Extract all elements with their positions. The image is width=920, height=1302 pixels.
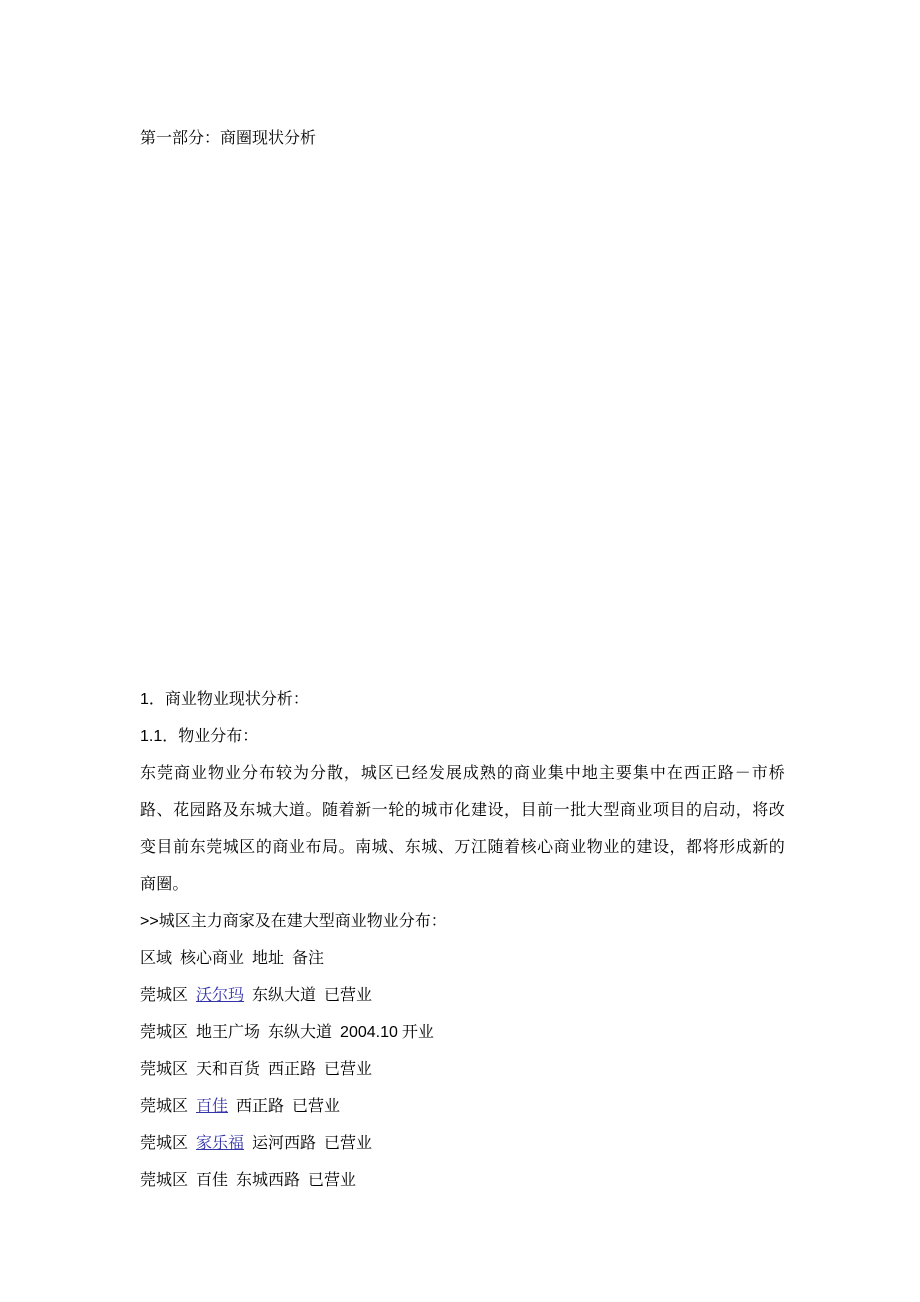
distribution-paragraph: 东莞商业物业分布较为分散，城区已经发展成熟的商业集中地主要集中在西正路－市桥路、花园路及东城大道。随着新一轮的城市化建设，目前一批大型商业项目的启动，将改变目前东莞城区的商业布局。南城、东城、万江随着核心商业物业的建设，都将形成新的商圈。 — [140, 763, 785, 893]
row-address: 西正路 — [236, 1096, 285, 1115]
section-1-heading — [140, 680, 785, 717]
row-note: 已营业 — [324, 985, 373, 1004]
table-row — [140, 1124, 785, 1161]
table-row — [140, 1161, 785, 1198]
header-note: 备注 — [292, 948, 325, 967]
row-note: 已营业 — [308, 1170, 357, 1189]
row-address: 运河西路 — [252, 1133, 317, 1152]
header-address: 地址 — [252, 948, 285, 967]
list-heading-prefix: >> — [140, 913, 159, 930]
row-area: 莞城区 — [140, 1096, 189, 1115]
section-1-1-heading — [140, 717, 785, 754]
table-row — [140, 976, 785, 1013]
row-business: 地王广场 — [196, 1022, 261, 1041]
row-business: 天和百货 — [196, 1059, 261, 1078]
row-area: 莞城区 — [140, 1133, 189, 1152]
list-heading — [140, 902, 785, 939]
row-address: 西正路 — [268, 1059, 317, 1078]
header-business: 核心商业 — [180, 948, 245, 967]
section-1-title: 商业物业现状分析： — [164, 689, 309, 708]
row-address: 东纵大道 — [268, 1022, 333, 1041]
row-area: 莞城区 — [140, 1170, 189, 1189]
parknshop-link[interactable]: 百佳 — [196, 1096, 229, 1115]
row-note: 已营业 — [324, 1133, 373, 1152]
row-note: 已营业 — [324, 1059, 373, 1078]
table-header-row — [140, 939, 785, 976]
part-title: 第一部分：商圈现状分析 — [140, 128, 317, 147]
row-area: 莞城区 — [140, 985, 189, 1004]
row-note: 开业 — [401, 1022, 434, 1041]
walmart-link[interactable]: 沃尔玛 — [196, 985, 245, 1004]
row-note: 已营业 — [292, 1096, 341, 1115]
table-row — [140, 1087, 785, 1124]
header-area: 区域 — [140, 948, 173, 967]
row-address: 东纵大道 — [252, 985, 317, 1004]
row-address: 东城西路 — [236, 1170, 301, 1189]
list-heading-text: 城区主力商家及在建大型商业物业分布： — [158, 911, 447, 930]
section-1-1-number: 1.1． — [140, 728, 179, 745]
document-content — [140, 680, 785, 1198]
section-1-number: 1． — [140, 691, 165, 708]
carrefour-link[interactable]: 家乐福 — [196, 1133, 245, 1152]
table-row — [140, 1050, 785, 1087]
row-area: 莞城区 — [140, 1022, 189, 1041]
row-open-date: 2004.10 — [340, 1024, 398, 1041]
table-row — [140, 1013, 785, 1050]
row-business: 百佳 — [196, 1170, 229, 1189]
section-1-1-title: 物业分布： — [178, 726, 259, 745]
row-area: 莞城区 — [140, 1059, 189, 1078]
